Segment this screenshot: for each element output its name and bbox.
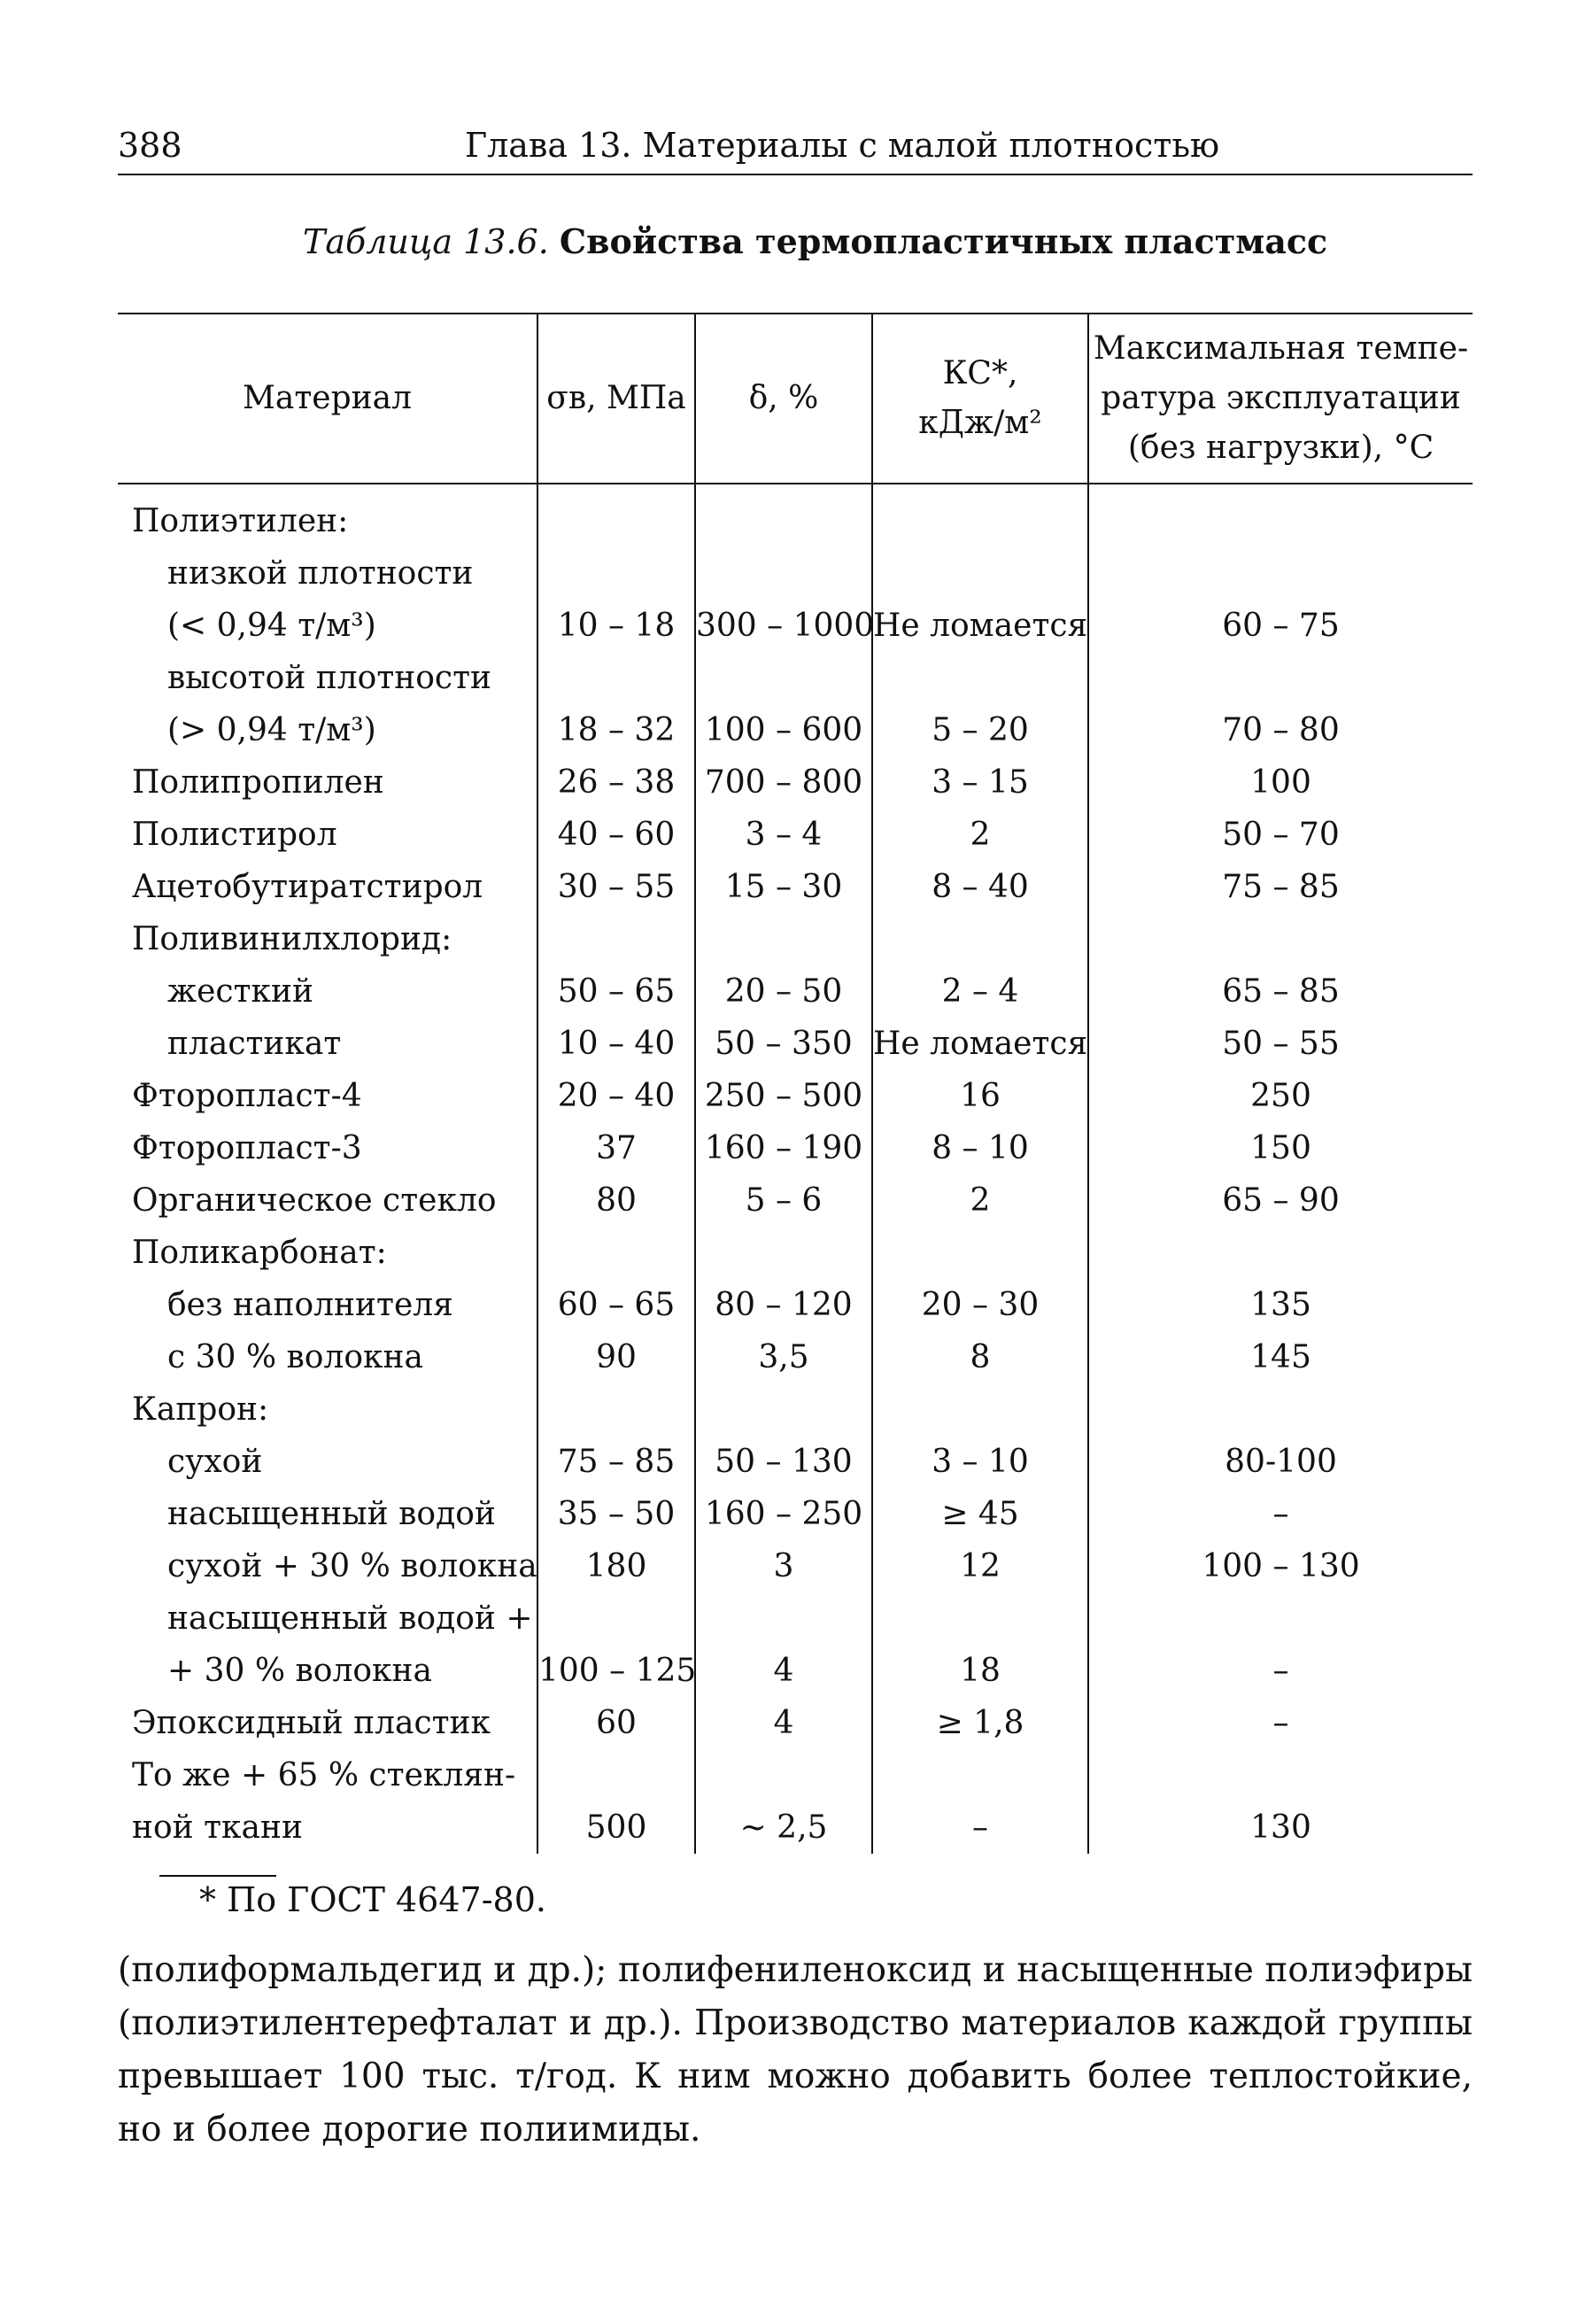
table-row — [118, 1645, 1473, 1697]
table-row — [118, 484, 1473, 547]
page-header — [118, 126, 1473, 175]
max-temp-cell: 150 — [1088, 1122, 1473, 1174]
table-body — [118, 484, 1473, 1854]
table-row — [118, 547, 1473, 600]
table-row — [118, 1540, 1473, 1592]
material-name-cell: сухой — [167, 1444, 263, 1480]
impact-cell — [872, 1592, 1088, 1645]
table-row — [118, 1279, 1473, 1331]
material-name-cell: (< 0,94 т/м³) — [167, 608, 376, 644]
max-temp-cell: 80-100 — [1088, 1436, 1473, 1488]
max-temp-cell: – — [1088, 1488, 1473, 1540]
elongation-cell: ~ 2,5 — [695, 1801, 872, 1854]
table-row — [118, 1436, 1473, 1488]
max-temp-cell: 135 — [1088, 1279, 1473, 1331]
max-temp-cell: 130 — [1088, 1801, 1473, 1854]
table-row — [118, 652, 1473, 704]
table-row — [118, 913, 1473, 965]
table-row — [118, 756, 1473, 809]
body-line: превышает 100 тыс. т/год. К ним можно добавить более теплостойкие, — [118, 2057, 1473, 2096]
page-number: 388 — [118, 126, 182, 165]
properties-table — [118, 313, 1473, 1854]
impact-cell: 16 — [872, 1070, 1088, 1122]
table-row — [118, 1697, 1473, 1749]
col-header-strength: σв, МПа — [537, 314, 695, 484]
material-name-cell: Фторопласт-4 — [132, 1078, 362, 1114]
material-name-cell: Эпоксидный пластик — [132, 1705, 491, 1741]
table-row — [118, 1801, 1473, 1854]
strength-cell: 80 — [537, 1174, 695, 1227]
body-line: (полиэтилентерефталат и др.). Производство материалов каждой группы — [118, 2003, 1473, 2043]
table-row — [118, 809, 1473, 861]
max-temp-cell — [1088, 652, 1473, 704]
elongation-cell: 5 – 6 — [695, 1174, 872, 1227]
impact-cell: 20 – 30 — [872, 1279, 1088, 1331]
table-row — [118, 1592, 1473, 1645]
max-temp-cell: 250 — [1088, 1070, 1473, 1122]
table-row — [118, 1383, 1473, 1436]
strength-cell: 60 — [537, 1697, 695, 1749]
max-temp-cell — [1088, 1383, 1473, 1436]
table-row — [118, 1488, 1473, 1540]
strength-cell: 90 — [537, 1331, 695, 1383]
body-line: (полиформальдегид и др.); полифениленоксид и насыщенные полиэфиры — [118, 1950, 1473, 1990]
material-name-cell: жесткий — [167, 973, 313, 1010]
elongation-cell: 250 – 500 — [695, 1070, 872, 1122]
max-temp-cell: 100 — [1088, 756, 1473, 809]
impact-cell — [872, 652, 1088, 704]
table-header-row — [118, 314, 1473, 484]
elongation-cell — [695, 1749, 872, 1801]
elongation-cell — [695, 484, 872, 547]
header-rule — [118, 174, 1473, 175]
material-name-cell: + 30 % волокна — [167, 1653, 432, 1689]
strength-cell — [537, 1749, 695, 1801]
footnote-rule — [159, 1875, 276, 1877]
strength-cell: 10 – 18 — [537, 600, 695, 652]
max-temp-cell — [1088, 1749, 1473, 1801]
max-temp-cell: 60 – 75 — [1088, 600, 1473, 652]
impact-cell: 2 — [872, 1174, 1088, 1227]
material-name-cell: без наполнителя — [167, 1287, 453, 1323]
max-temp-cell: 100 – 130 — [1088, 1540, 1473, 1592]
impact-cell: 12 — [872, 1540, 1088, 1592]
table-row — [118, 704, 1473, 756]
max-temp-cell: 70 – 80 — [1088, 704, 1473, 756]
strength-cell: 10 – 40 — [537, 1018, 695, 1070]
table-row — [118, 861, 1473, 913]
col-header-elongation: δ, % — [695, 314, 872, 484]
impact-cell: 8 – 10 — [872, 1122, 1088, 1174]
body-line: но и более дорогие полиимиды. — [118, 2110, 701, 2150]
material-name-cell: Органическое стекло — [132, 1182, 497, 1219]
elongation-cell — [695, 1227, 872, 1279]
material-name-cell: Капрон: — [132, 1391, 269, 1428]
table-row — [118, 1122, 1473, 1174]
elongation-cell: 50 – 350 — [695, 1018, 872, 1070]
impact-cell: Не ломается — [872, 1018, 1088, 1070]
material-name-cell: Полиэтилен: — [132, 503, 349, 539]
strength-cell — [537, 1592, 695, 1645]
material-name-cell: насыщенный водой — [167, 1496, 496, 1532]
col-header-max-temp: Максимальная темпе- ратура эксплуатации (без нагрузки), °С — [1088, 314, 1473, 484]
impact-cell — [872, 547, 1088, 600]
impact-cell — [872, 1749, 1088, 1801]
material-name-cell: (> 0,94 т/м³) — [167, 712, 376, 748]
elongation-cell: 3,5 — [695, 1331, 872, 1383]
strength-cell — [537, 1227, 695, 1279]
impact-cell: ≥ 45 — [872, 1488, 1088, 1540]
col-header-material: Материал — [118, 314, 537, 484]
elongation-cell — [695, 1383, 872, 1436]
impact-cell — [872, 913, 1088, 965]
strength-cell — [537, 652, 695, 704]
material-name-cell: Полистирол — [132, 817, 337, 853]
impact-cell — [872, 1227, 1088, 1279]
elongation-cell: 3 – 4 — [695, 809, 872, 861]
elongation-cell: 15 – 30 — [695, 861, 872, 913]
max-temp-cell: 75 – 85 — [1088, 861, 1473, 913]
material-name-cell: ной ткани — [132, 1809, 303, 1846]
material-name-cell: Ацетобутиратстирол — [132, 869, 483, 905]
elongation-cell: 3 — [695, 1540, 872, 1592]
impact-cell — [872, 1383, 1088, 1436]
elongation-cell — [695, 547, 872, 600]
table-caption — [303, 221, 1327, 261]
material-name-cell: То же + 65 % стеклян- — [132, 1757, 516, 1793]
impact-cell: 2 – 4 — [872, 965, 1088, 1018]
impact-cell: 8 – 40 — [872, 861, 1088, 913]
strength-cell — [537, 913, 695, 965]
strength-cell: 60 – 65 — [537, 1279, 695, 1331]
max-temp-cell — [1088, 1227, 1473, 1279]
strength-cell: 35 – 50 — [537, 1488, 695, 1540]
elongation-cell — [695, 1592, 872, 1645]
elongation-cell — [695, 652, 872, 704]
elongation-cell: 160 – 250 — [695, 1488, 872, 1540]
material-name-cell: высотой плотности — [167, 660, 491, 696]
strength-cell: 100 – 125 — [537, 1645, 695, 1697]
elongation-cell: 300 – 1000 — [695, 600, 872, 652]
running-title: Глава 13. Материалы с малой плотностью — [465, 126, 1220, 165]
max-temp-cell — [1088, 484, 1473, 547]
strength-cell — [537, 484, 695, 547]
elongation-cell: 4 — [695, 1697, 872, 1749]
material-name-cell: Поликарбонат: — [132, 1235, 387, 1271]
strength-cell: 75 – 85 — [537, 1436, 695, 1488]
impact-cell: – — [872, 1801, 1088, 1854]
impact-cell: 5 – 20 — [872, 704, 1088, 756]
caption-title: Свойства термопластичных пластмасс — [559, 221, 1328, 261]
max-temp-cell: 50 – 55 — [1088, 1018, 1473, 1070]
strength-cell — [537, 547, 695, 600]
strength-cell: 20 – 40 — [537, 1070, 695, 1122]
strength-cell: 30 – 55 — [537, 861, 695, 913]
elongation-cell: 700 – 800 — [695, 756, 872, 809]
impact-cell: 18 — [872, 1645, 1088, 1697]
table-row — [118, 1018, 1473, 1070]
impact-cell: ≥ 1,8 — [872, 1697, 1088, 1749]
table-row — [118, 1174, 1473, 1227]
max-temp-cell — [1088, 547, 1473, 600]
table-row — [118, 1749, 1473, 1801]
max-temp-cell: – — [1088, 1645, 1473, 1697]
elongation-cell: 160 – 190 — [695, 1122, 872, 1174]
impact-cell: 3 – 10 — [872, 1436, 1088, 1488]
max-temp-cell: 65 – 90 — [1088, 1174, 1473, 1227]
caption-label: Таблица 13.6. — [303, 222, 549, 261]
material-name-cell: сухой + 30 % волокна — [167, 1548, 537, 1584]
table-row — [118, 1070, 1473, 1122]
strength-cell: 180 — [537, 1540, 695, 1592]
elongation-cell: 50 – 130 — [695, 1436, 872, 1488]
col-header-impact: КС*, кДж/м² — [872, 314, 1088, 484]
elongation-cell: 100 – 600 — [695, 704, 872, 756]
impact-cell: 2 — [872, 809, 1088, 861]
strength-cell: 40 – 60 — [537, 809, 695, 861]
table-row — [118, 965, 1473, 1018]
material-name-cell: низкой плотности — [167, 555, 474, 592]
material-name-cell: пластикат — [167, 1026, 342, 1062]
max-temp-cell: 65 – 85 — [1088, 965, 1473, 1018]
strength-cell: 37 — [537, 1122, 695, 1174]
impact-cell — [872, 484, 1088, 547]
impact-cell: 8 — [872, 1331, 1088, 1383]
footnote: * По ГОСТ 4647-80. — [199, 1880, 546, 1919]
elongation-cell — [695, 913, 872, 965]
table-row — [118, 600, 1473, 652]
material-name-cell: Полипропилен — [132, 764, 384, 801]
material-name-cell: Фторопласт-3 — [132, 1130, 362, 1166]
elongation-cell: 4 — [695, 1645, 872, 1697]
table-row — [118, 1227, 1473, 1279]
strength-cell: 50 – 65 — [537, 965, 695, 1018]
max-temp-cell — [1088, 913, 1473, 965]
table-row — [118, 1331, 1473, 1383]
max-temp-cell: 145 — [1088, 1331, 1473, 1383]
strength-cell — [537, 1383, 695, 1436]
strength-cell: 26 – 38 — [537, 756, 695, 809]
strength-cell: 500 — [537, 1801, 695, 1854]
body-paragraph — [118, 1944, 1473, 2157]
strength-cell: 18 – 32 — [537, 704, 695, 756]
elongation-cell: 80 – 120 — [695, 1279, 872, 1331]
max-temp-cell: – — [1088, 1697, 1473, 1749]
max-temp-cell — [1088, 1592, 1473, 1645]
impact-cell: Не ломается — [872, 600, 1088, 652]
impact-cell: 3 – 15 — [872, 756, 1088, 809]
material-name-cell: с 30 % волокна — [167, 1339, 423, 1375]
elongation-cell: 20 – 50 — [695, 965, 872, 1018]
max-temp-cell: 50 – 70 — [1088, 809, 1473, 861]
material-name-cell: насыщенный водой + — [167, 1600, 533, 1637]
material-name-cell: Поливинилхлорид: — [132, 921, 452, 957]
